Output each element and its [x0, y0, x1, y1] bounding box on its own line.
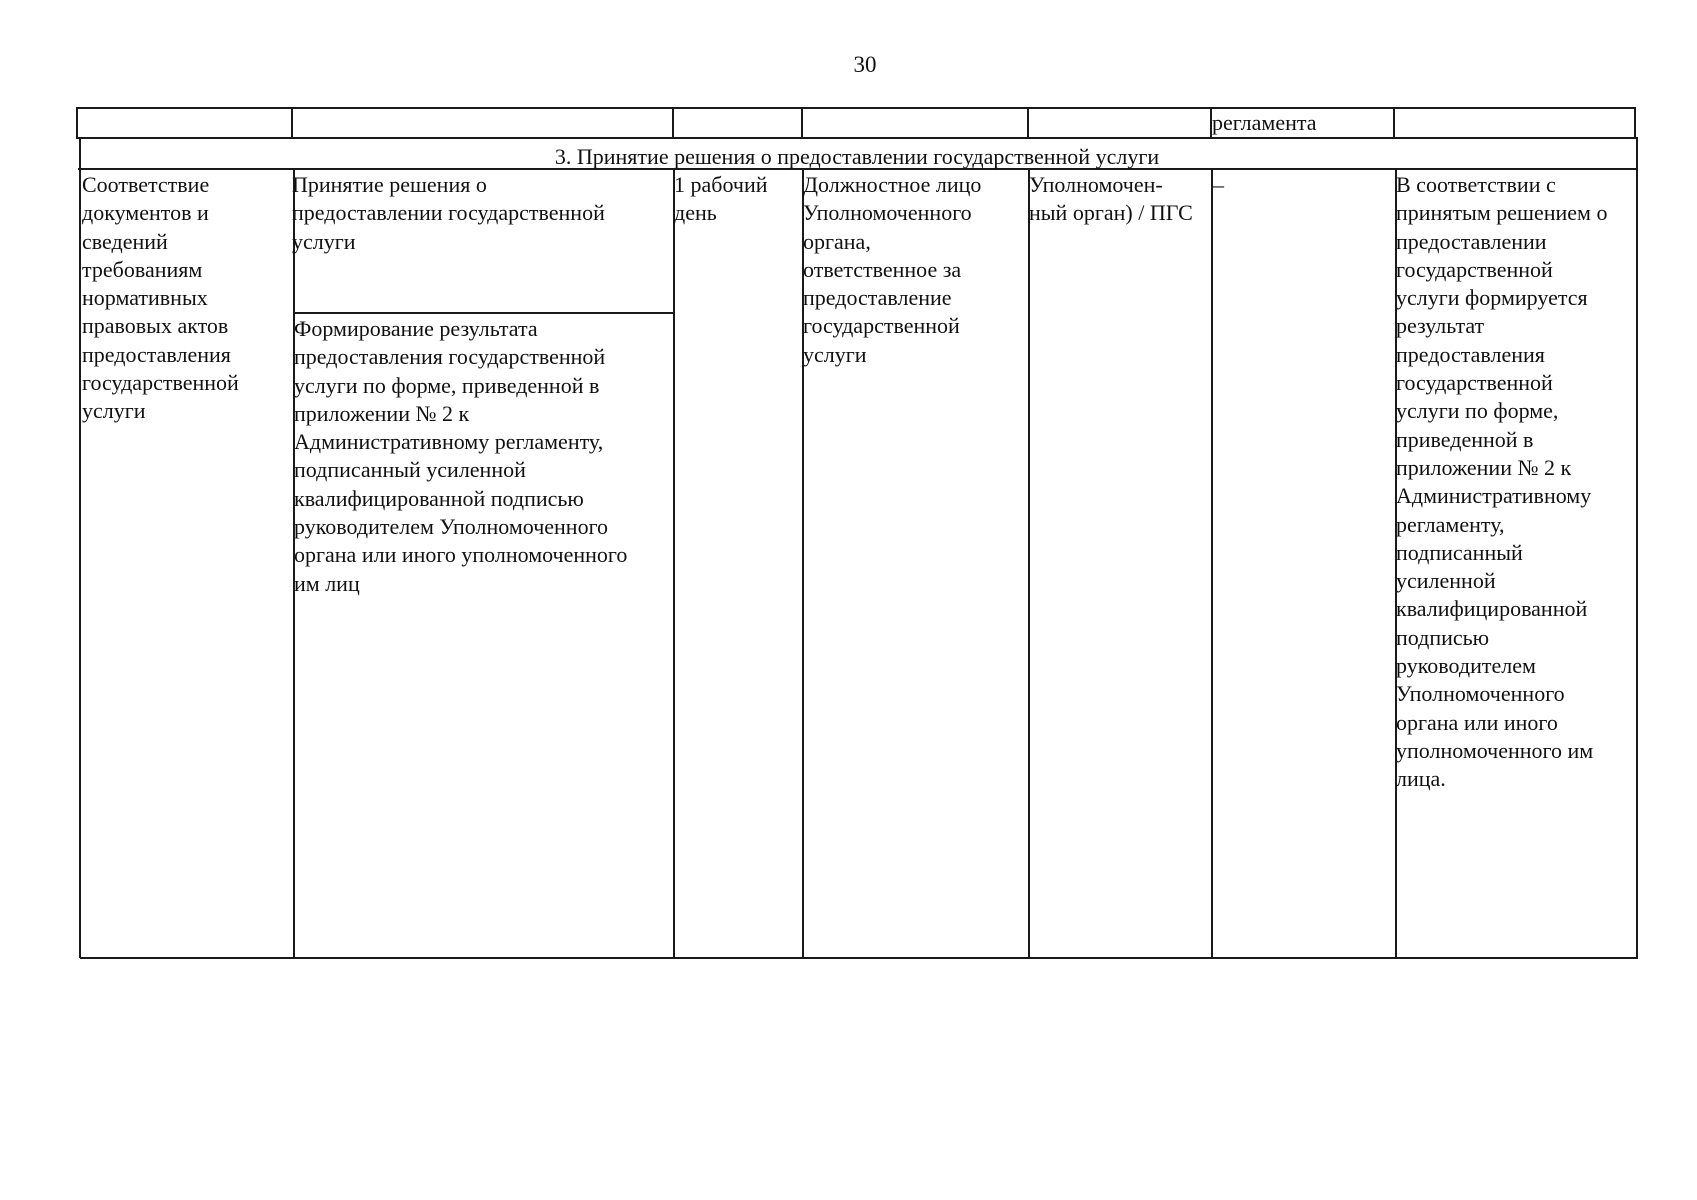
table-border-right — [1634, 107, 1636, 138]
table-border-bottom — [80, 957, 1638, 959]
top-row-separator — [1393, 107, 1395, 138]
responsible-official-cell: Должностное лицо Уполномоченного органа, ответственное за предоставление государственной услуги — [803, 172, 982, 367]
section-title: 3. Принятие решения о предоставлении государственной услуги — [554, 144, 1160, 169]
result-cell: В соответствии с принятым решением о предоставлении государственной услуги формируется результат предоставления государственной услуги по форме, приведенной в приложении № 2 к Административному регламенту, подписанный усиленной квалифицированной подписью руководителем Уполномоченного органа или иного уполномоченного им лица. — [1396, 172, 1608, 792]
table-rule-action-split — [293, 312, 673, 314]
table-border-right-body — [1636, 137, 1638, 958]
top-row-regulation-cell: регламента — [1212, 110, 1317, 135]
table-border-left — [76, 107, 78, 138]
body-column-separator — [1211, 168, 1213, 958]
table-rule-section-top — [76, 137, 1636, 139]
top-row-separator — [291, 107, 293, 138]
top-row-separator — [801, 107, 803, 138]
decision-criteria-cell: – — [1213, 172, 1224, 197]
criteria-cell: Соответствие документов и сведений требованиям нормативных правовых актов предоставления государственной услуги — [82, 172, 239, 424]
action-result-cell: Формирование результата предоставления государственной услуги по форме, приведенной в приложении № 2 к Административному регламенту, подписанный усиленной квалифицированной подписью руководителем Уполномоченного органа или иного уполномоченного им лиц — [294, 316, 628, 596]
execution-place-cell: Уполномочен- ный орган) / ПГС — [1029, 172, 1193, 226]
top-row-separator — [1027, 107, 1029, 138]
table-border-top — [76, 107, 1636, 109]
action-decision-cell: Принятие решения о предоставлении государственной услуги — [292, 172, 605, 254]
table-border-left-body — [79, 137, 81, 958]
top-row-separator — [672, 107, 674, 138]
page-number: 30 — [853, 52, 877, 77]
duration-cell: 1 рабочий день — [674, 172, 768, 226]
body-column-separator — [1028, 168, 1030, 958]
